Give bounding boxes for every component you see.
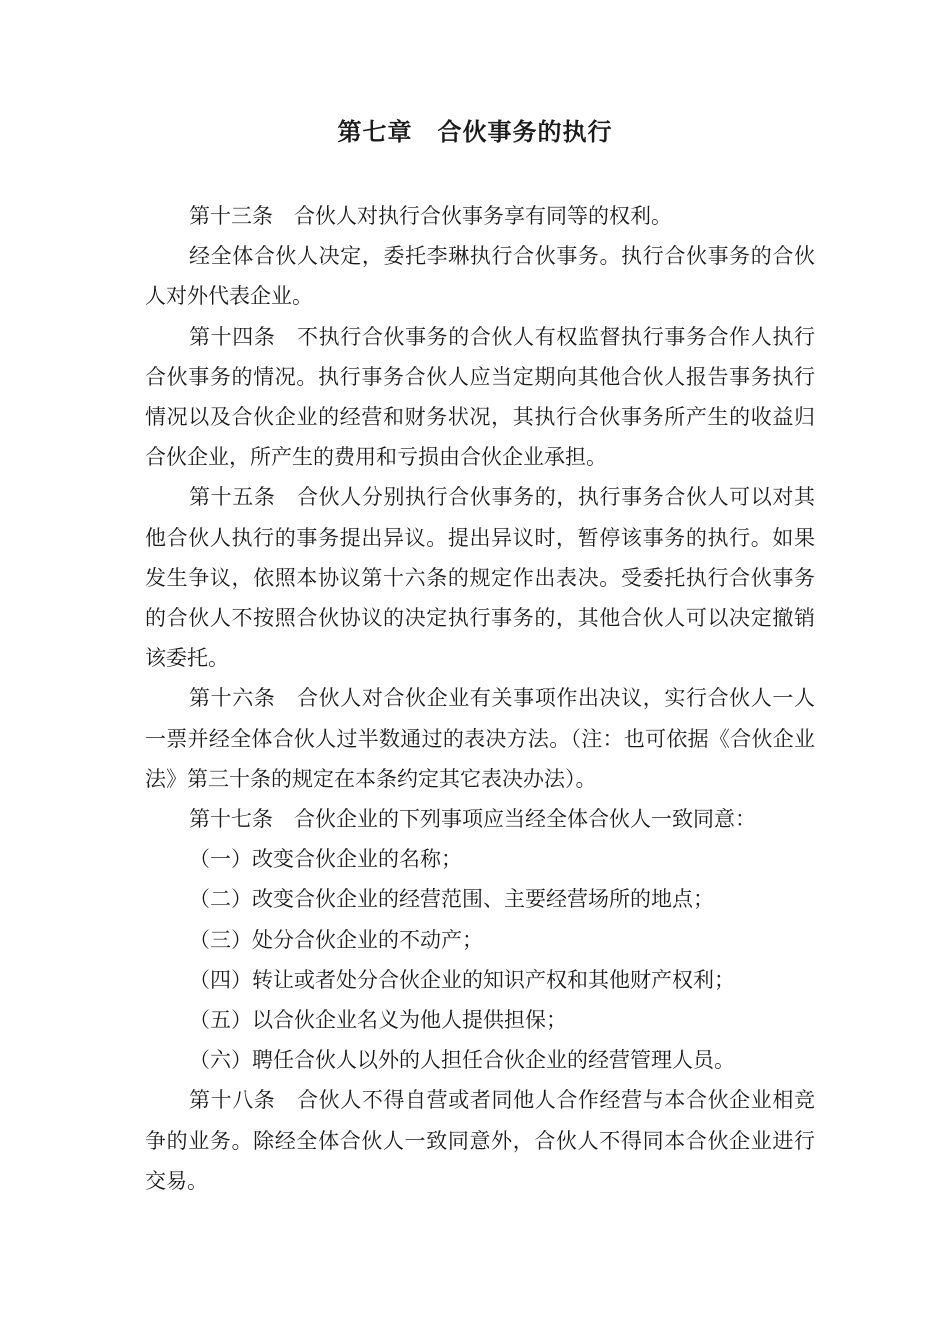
chapter-title: 第七章 合伙事务的执行 [337, 118, 613, 146]
list-item: （一）改变合伙企业的名称； [189, 847, 462, 872]
list-item: （六）聘任合伙人以外的人担任合伙企业的经营管理人员。 [189, 1048, 735, 1073]
paragraph-article-17: 第十七条 合伙企业的下列事项应当经全体合伙人一致同意： [189, 807, 756, 832]
paragraph-article-15: 第十五条 合伙人分别执行合伙事务的，执行事务合伙人可以对其他合伙人执行的事务提出异议。提出异议时，暂停该事务的执行。如果发生争议，依照本协议第十六条的规定作出表决。受委托执行合伙事务的合伙人不按照合伙协议的决定执行事务的，其他合伙人可以决定撤销该委托。 [145, 485, 815, 671]
list-item: （五）以合伙企业名义为他人提供担保； [189, 1008, 567, 1033]
list-item: （三）处分合伙企业的不动产； [189, 927, 483, 952]
paragraph-article-13: 第十三条 合伙人对执行合伙事务享有同等的权利。 [189, 204, 672, 228]
paragraph-article-14: 第十四条 不执行合伙事务的合伙人有权监督执行事务合作人执行合伙事务的情况。执行事务合伙人应当定期向其他合伙人报告事务执行情况以及合伙企业的经营和财务状况，其执行合伙事务所产生的收益归合伙企业，所产生的费用和亏损由合伙企业承担。 [145, 324, 815, 470]
list-item: （二）改变合伙企业的经营范围、主要经营场所的地点； [189, 887, 714, 912]
list-item: （四）转让或者处分合伙企业的知识产权和其他财产权利； [189, 967, 735, 992]
paragraph-article-13-detail: 经全体合伙人决定，委托李琳执行合伙事务。执行合伙事务的合伙人对外代表企业。 [145, 244, 815, 309]
paragraph-article-16: 第十六条 合伙人对合伙企业有关事项作出决议，实行合伙人一人一票并经全体合伙人过半数通过的表决方法。（注：也可依据《合伙企业法》第三十条的规定在本条约定其它表决办法）。 [145, 686, 815, 791]
document-body [145, 196, 815, 1201]
paragraph-article-18: 第十八条 合伙人不得自营或者同他人合作经营与本合伙企业相竞争的业务。除经全体合伙人一致同意外，合伙人不得同本合伙企业进行交易。 [145, 1088, 815, 1193]
